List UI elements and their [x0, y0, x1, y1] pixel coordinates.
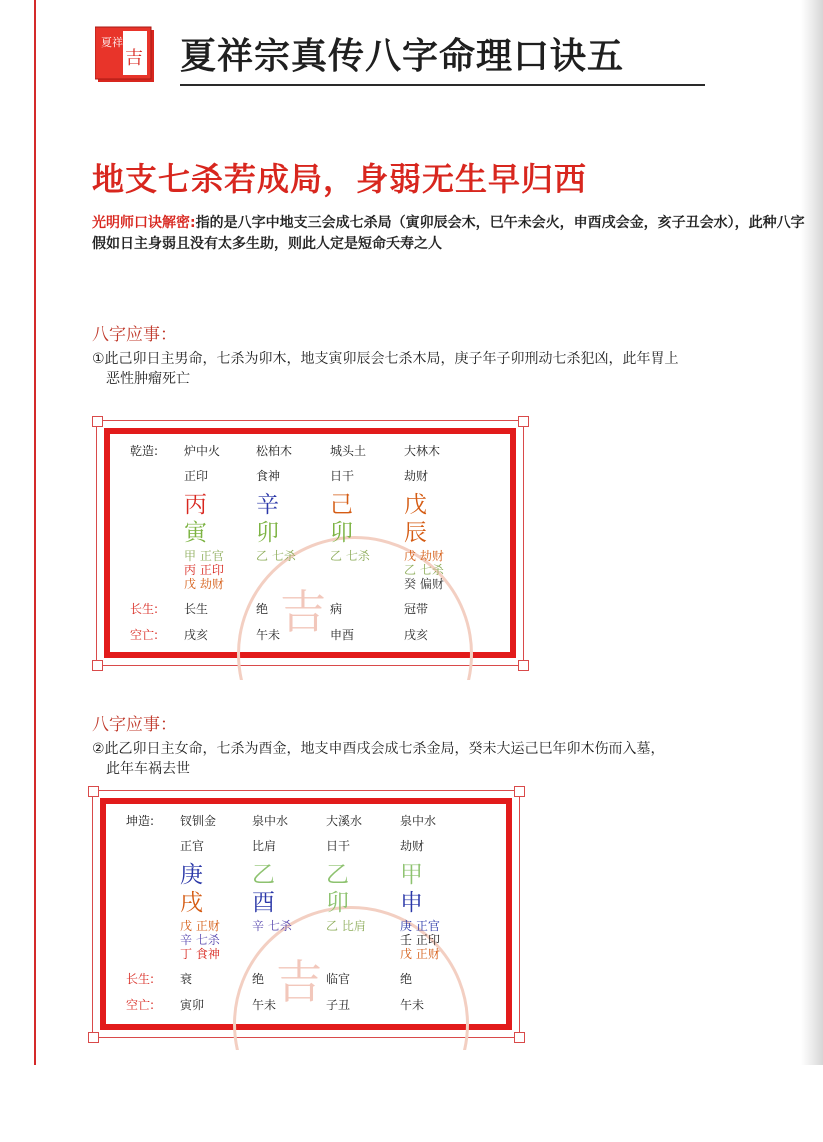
case-2-desc-line2: 此年车祸去世	[106, 761, 190, 777]
interpretation-label: 光明师口诀解密:	[92, 215, 196, 231]
changsheng-stage: 绝	[256, 602, 269, 616]
frame-corner	[518, 660, 529, 671]
changsheng-label: 长生:	[126, 972, 155, 986]
changsheng-stage: 冠带	[404, 602, 429, 616]
case-2-desc-line1: ②此乙卯日主女命，七杀为酉金，地支申酉戌会成七杀金局，癸未大运己巳年卯木伤而入墓，	[92, 741, 665, 757]
pillar-nayin: 松柏木	[256, 444, 293, 458]
case-1-desc-line2: 恶性肿瘤死亡	[106, 371, 190, 387]
watermark-seal-char: 吉	[280, 585, 326, 639]
hidden-stem: 辛 七杀	[252, 919, 292, 933]
kongwang-value: 申酉	[330, 628, 355, 642]
earthly-branch: 卯	[256, 520, 279, 546]
earthly-branch: 申	[400, 890, 423, 916]
interpretation-text: 指的是八字中地支三会成七杀局（寅卯辰会木，巳午未会火，申酉戌会金，亥子丑会水），此种八字假如日主身弱且没有太多生助，则此人定是短命夭寿之人	[92, 215, 805, 252]
frame-corner	[92, 416, 103, 427]
heavenly-stem: 乙	[326, 862, 349, 888]
earthly-branch: 酉	[252, 890, 275, 916]
pillar-shishen: 日干	[330, 469, 355, 483]
hidden-stem: 戊 劫财	[184, 577, 224, 591]
heavenly-stem: 己	[330, 492, 353, 518]
frame-corner	[514, 1032, 525, 1043]
case-2-description	[92, 739, 792, 779]
hidden-stem: 庚 正官	[400, 919, 440, 933]
svg-text:夏祥宗: 夏祥宗	[101, 36, 134, 49]
case-1-title: 八字应事：	[92, 325, 177, 345]
changsheng-stage: 绝	[400, 972, 413, 986]
hidden-stem: 戊 劫财	[404, 549, 444, 563]
pillar-nayin: 泉中水	[252, 814, 289, 828]
hidden-stem: 乙 七杀	[330, 549, 370, 563]
pillar-shishen: 劫财	[404, 469, 429, 483]
page-binding-shadow	[801, 0, 823, 1065]
heavenly-stem: 丙	[184, 492, 207, 518]
hidden-stem: 丁 食神	[180, 947, 220, 961]
hidden-stem: 癸 偏财	[404, 577, 444, 591]
heavenly-stem: 乙	[252, 862, 275, 888]
kongwang-value: 子丑	[326, 998, 351, 1012]
hidden-stem: 乙 七杀	[404, 563, 444, 577]
changsheng-stage: 临官	[326, 972, 351, 986]
pillar-nayin: 泉中水	[400, 814, 437, 828]
earthly-branch: 寅	[184, 520, 207, 546]
pillar-nayin: 城头土	[330, 444, 367, 458]
changsheng-stage: 病	[330, 602, 343, 616]
pillar-nayin: 炉中火	[184, 444, 221, 458]
section-heading: 地支七杀若成局，身弱无生早归西	[92, 160, 588, 198]
changsheng-stage: 长生	[184, 602, 209, 616]
kongwang-label: 空亡:	[126, 998, 155, 1012]
hidden-stem: 乙 七杀	[256, 549, 296, 563]
page-title: 夏祥宗真传八字命理口诀五	[180, 36, 625, 77]
changsheng-stage: 衰	[180, 972, 193, 986]
kongwang-value: 戌亥	[184, 628, 209, 642]
earthly-branch: 卯	[330, 520, 353, 546]
frame-corner	[88, 786, 99, 797]
pillar-shishen: 正印	[184, 469, 209, 483]
heavenly-stem: 庚	[180, 862, 203, 888]
hidden-stem: 甲 正官	[184, 549, 224, 563]
frame-corner	[92, 660, 103, 671]
svg-text:吉: 吉	[125, 48, 143, 69]
case-1-desc-line1: ①此己卯日主男命，七杀为卯木，地支寅卯辰会七杀木局，庚子年子卯刑动七杀犯凶，此年胃上	[92, 351, 679, 367]
book-logo-icon	[95, 24, 159, 86]
kongwang-value: 戌亥	[404, 628, 429, 642]
earthly-branch: 辰	[404, 520, 427, 546]
pillar-nayin: 钗钏金	[180, 814, 217, 828]
gender-label: 乾造:	[130, 444, 159, 458]
pillar-shishen: 正官	[180, 839, 205, 853]
title-underline	[180, 84, 705, 86]
frame-corner	[518, 416, 529, 427]
pillar-shishen: 比肩	[252, 839, 277, 853]
hidden-stem: 乙 比肩	[326, 919, 366, 933]
earthly-branch: 卯	[326, 890, 349, 916]
bazi-chart-1	[92, 416, 528, 670]
kongwang-value: 午未	[252, 998, 277, 1012]
kongwang-value: 寅卯	[180, 998, 205, 1012]
pillar-nayin: 大溪水	[326, 814, 363, 828]
frame-corner	[88, 1032, 99, 1043]
bazi-chart-2	[88, 786, 524, 1042]
changsheng-label: 长生:	[130, 602, 159, 616]
pillar-shishen: 日干	[326, 839, 351, 853]
interpretation-paragraph	[92, 213, 807, 255]
watermark-seal-char: 吉	[276, 955, 322, 1009]
changsheng-stage: 绝	[252, 972, 265, 986]
kongwang-label: 空亡:	[130, 628, 159, 642]
case-2-title: 八字应事：	[92, 715, 177, 735]
page-margin-line	[34, 0, 36, 1065]
pillar-shishen: 劫财	[400, 839, 425, 853]
gender-label: 坤造:	[126, 814, 155, 828]
heavenly-stem: 戊	[404, 492, 427, 518]
pillar-nayin: 大林木	[404, 444, 441, 458]
case-1-description	[92, 349, 792, 389]
kongwang-value: 午未	[256, 628, 281, 642]
hidden-stem: 戊 正财	[180, 919, 220, 933]
pillar-shishen: 食神	[256, 469, 281, 483]
hidden-stem: 壬 正印	[400, 933, 440, 947]
hidden-stem: 戊 正财	[400, 947, 440, 961]
frame-corner	[514, 786, 525, 797]
hidden-stem: 丙 正印	[184, 563, 224, 577]
kongwang-value: 午未	[400, 998, 425, 1012]
earthly-branch: 戌	[180, 890, 203, 916]
heavenly-stem: 甲	[400, 862, 423, 888]
heavenly-stem: 辛	[256, 492, 279, 518]
hidden-stem: 辛 七杀	[180, 933, 220, 947]
